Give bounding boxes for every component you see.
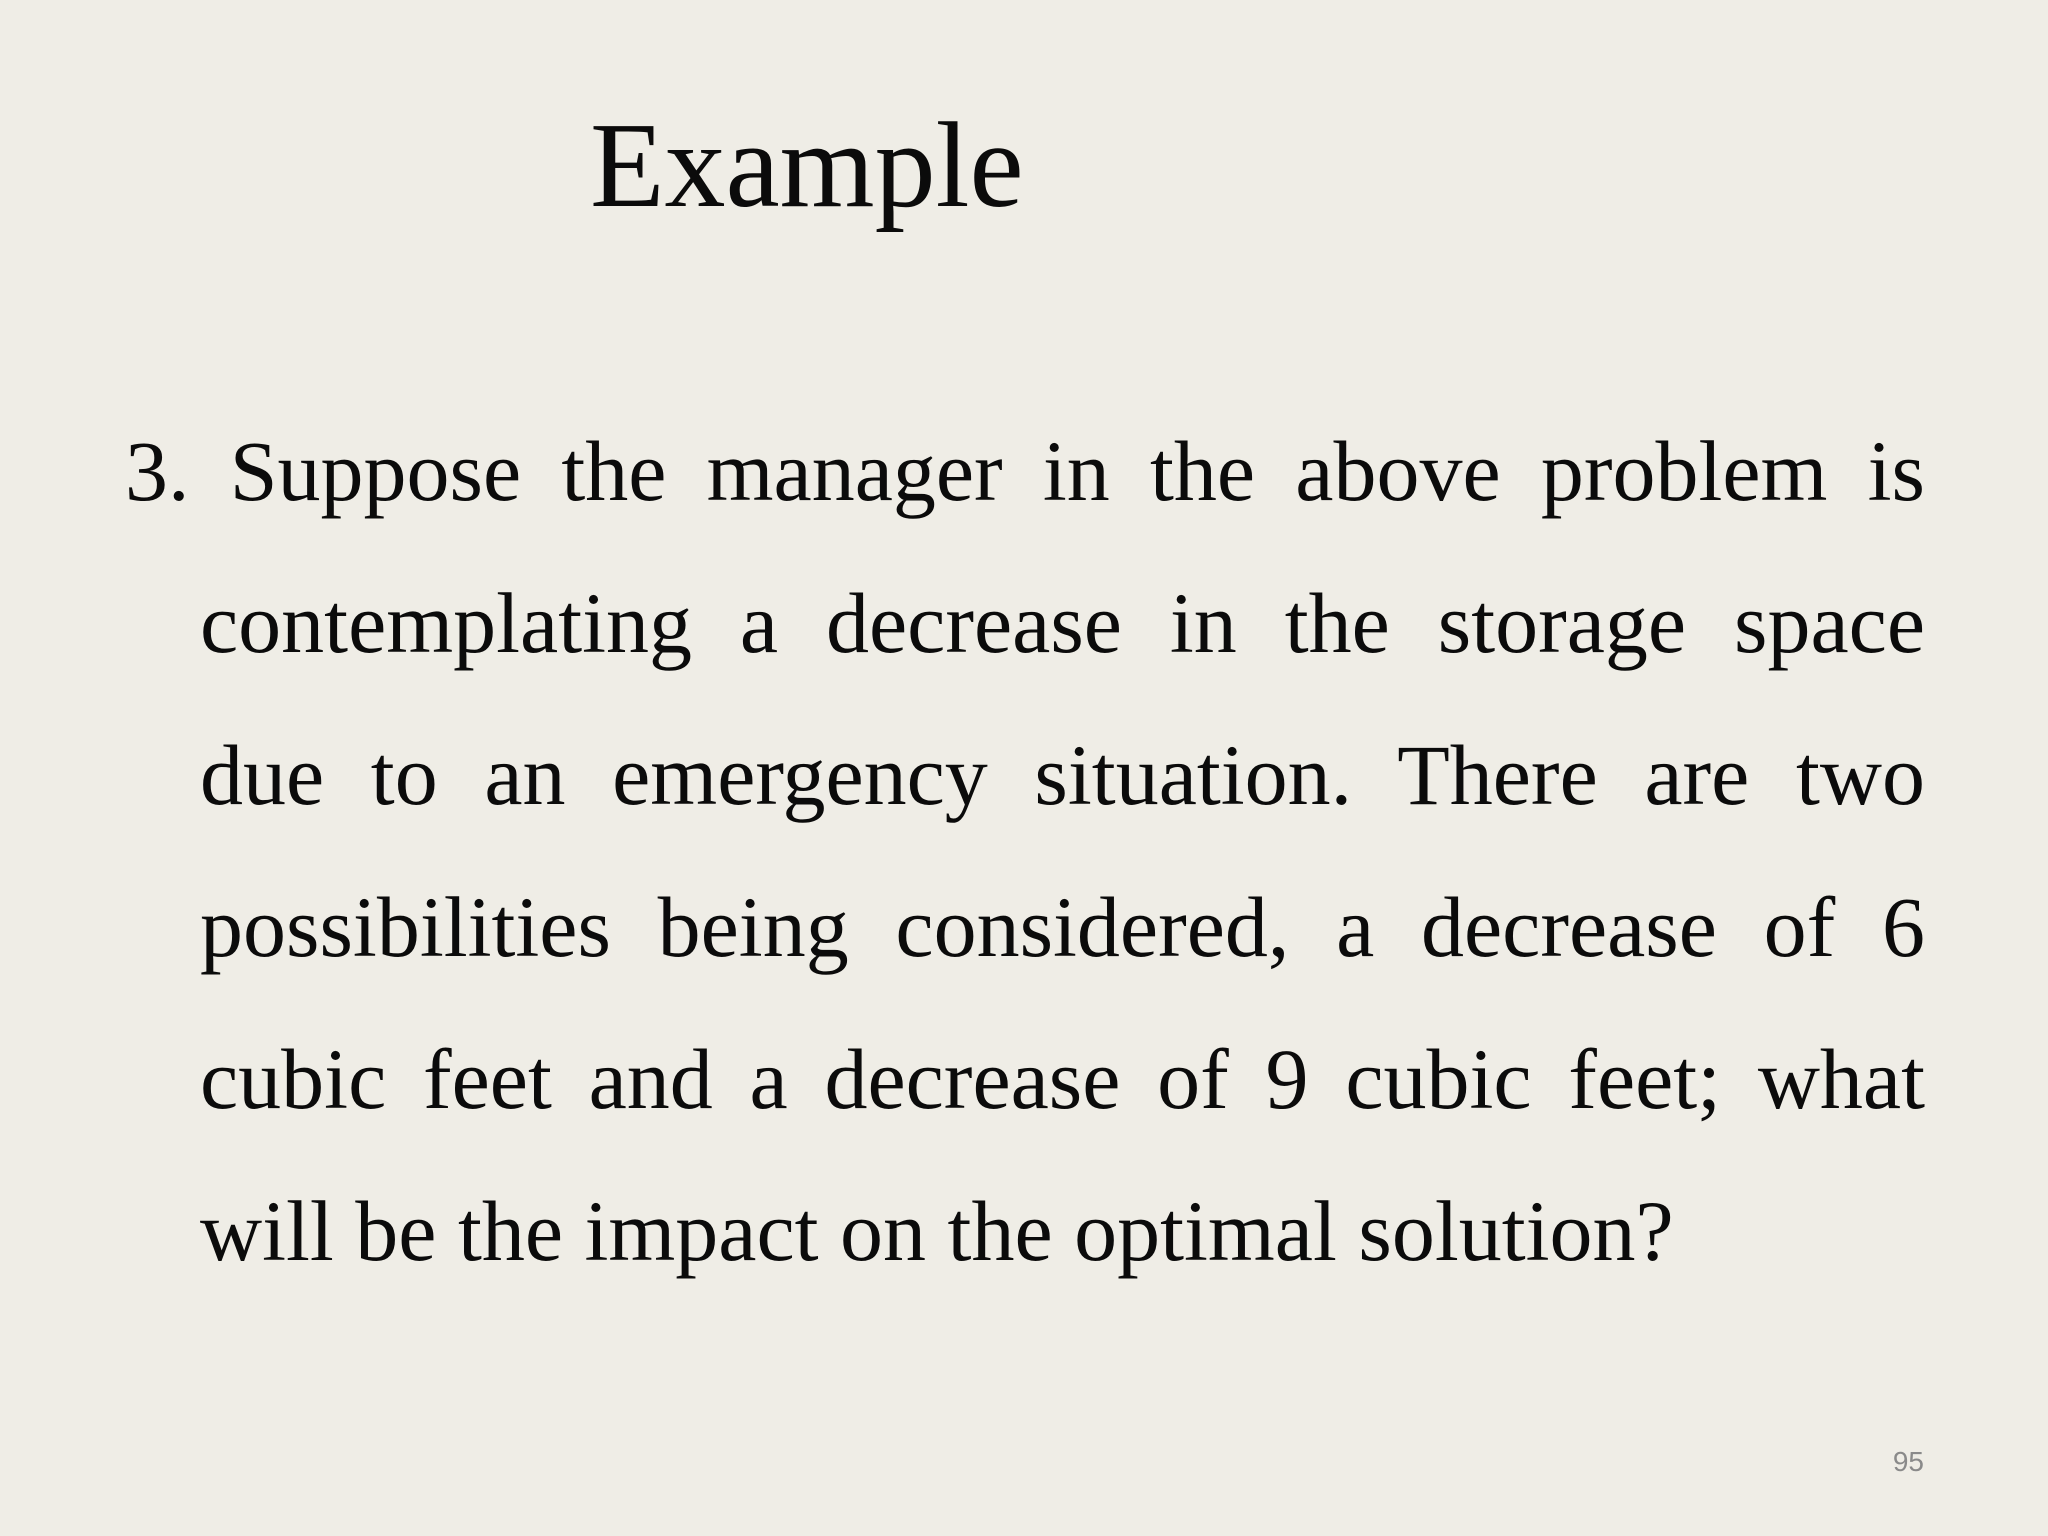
body-line-6: will be the impact on the optimal solution? [200, 1183, 1674, 1279]
page-number: 95 [1892, 1446, 1924, 1477]
body-line-2: contemplating a decrease in the storage space [200, 575, 1925, 671]
body-line-1: 3. Suppose the manager in the above problem is [125, 423, 1925, 519]
slide-title: Example [590, 98, 1024, 233]
slide-body [125, 395, 1925, 1307]
body-line-5: cubic feet and a decrease of 9 cubic feet; what [200, 1031, 1925, 1127]
body-line-3: due to an emergency situation. There are two [200, 727, 1925, 823]
body-line-4: possibilities being considered, a decrease of 6 [200, 879, 1925, 975]
